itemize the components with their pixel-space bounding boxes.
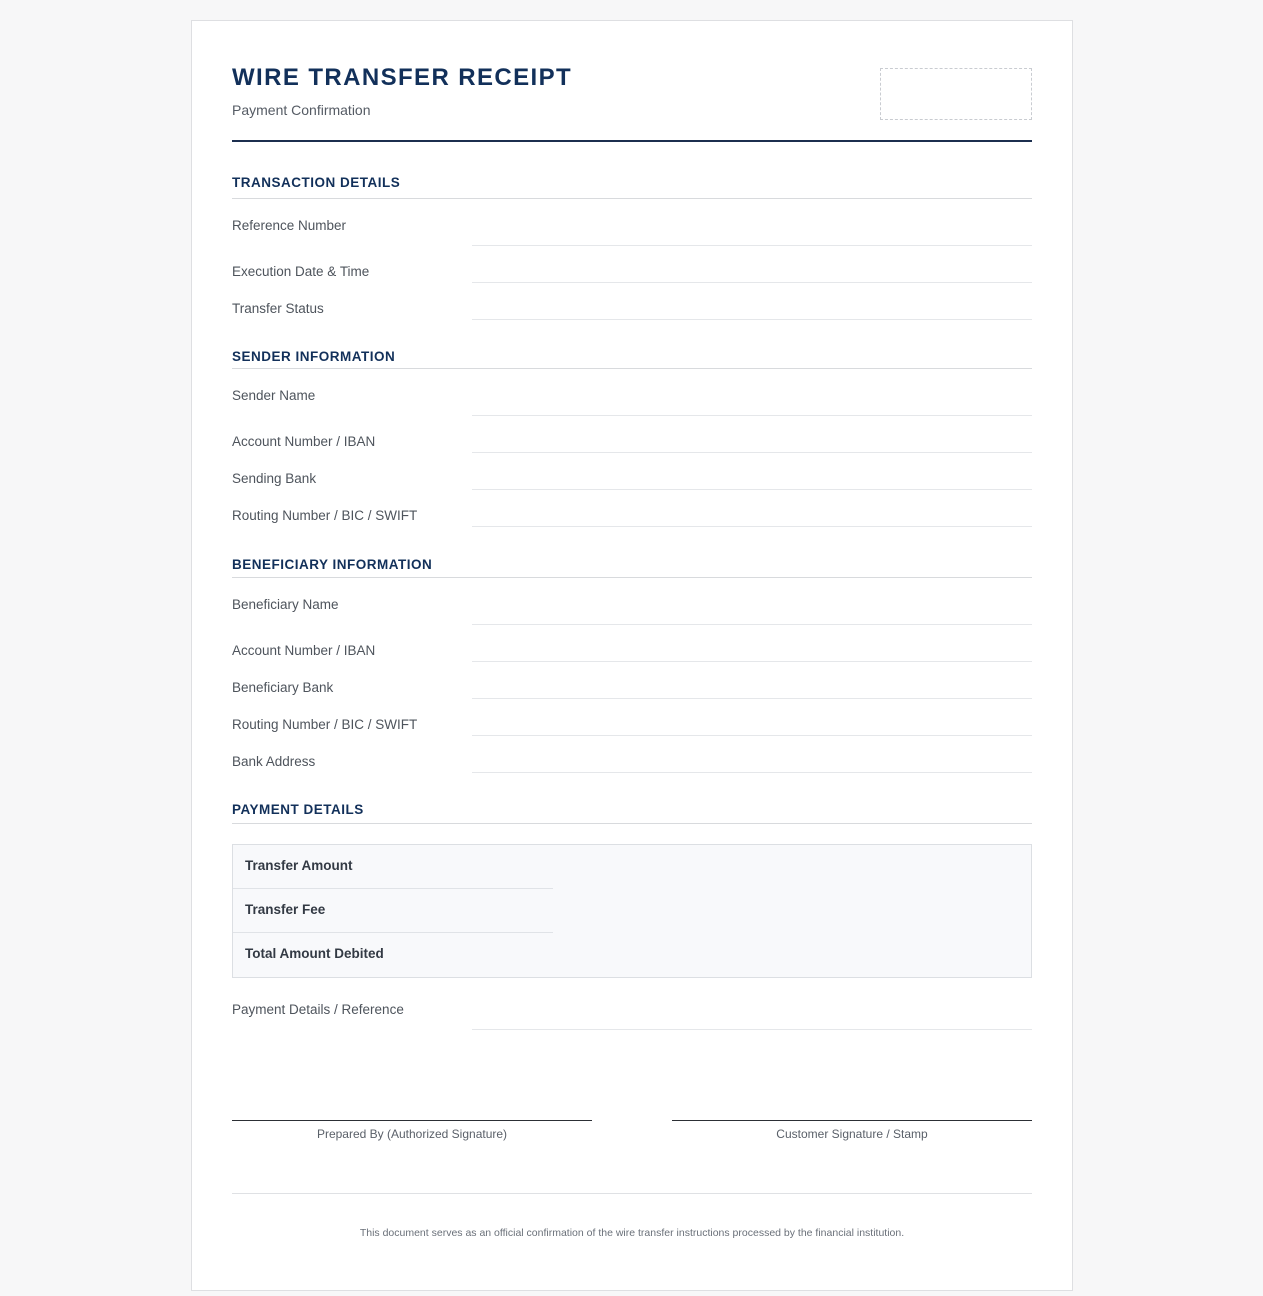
footer-note: This document serves as an official confirmation of the wire transfer instructions processed by the financial institution. xyxy=(359,1227,905,1239)
field-value-beneficiary-bank xyxy=(472,662,1032,699)
field-row-bank-address xyxy=(232,736,1032,773)
field-row-beneficiary-bank xyxy=(232,662,1032,699)
signature-block-customer xyxy=(672,1120,1032,1141)
field-value-bank-address xyxy=(472,736,1032,773)
field-value-sending-bank xyxy=(472,453,1032,490)
document-title: WIRE TRANSFER RECEIPT xyxy=(232,64,573,91)
field-label: Sender Name xyxy=(232,388,316,403)
field-row-payment-reference xyxy=(232,992,1032,1030)
field-value-reference-number xyxy=(472,199,1032,246)
signature-line xyxy=(232,1120,592,1121)
field-value-beneficiary-name xyxy=(472,578,1032,625)
field-row-beneficiary-account xyxy=(232,625,1032,662)
field-label: Sending Bank xyxy=(232,471,317,486)
field-row-sender-name xyxy=(232,369,1032,416)
summary-row-transfer-fee: Transfer Fee xyxy=(233,889,553,933)
field-row-beneficiary-name xyxy=(232,578,1032,625)
field-row-transfer-status xyxy=(232,283,1032,320)
section-title-transaction: TRANSACTION DETAILS xyxy=(232,173,1032,199)
receipt-header xyxy=(232,21,1032,142)
field-label: Execution Date & Time xyxy=(232,264,370,279)
summary-row-total-debited: Total Amount Debited xyxy=(245,946,384,961)
signature-block-prepared-by xyxy=(232,1120,592,1141)
field-label: Account Number / IBAN xyxy=(232,643,376,658)
section-title-sender: SENDER INFORMATION xyxy=(232,346,1032,369)
field-row-sender-account xyxy=(232,416,1032,453)
summary-row-transfer-amount: Transfer Amount xyxy=(233,845,553,889)
field-row-sending-bank xyxy=(232,453,1032,490)
field-value-beneficiary-routing xyxy=(472,699,1032,736)
field-label: Beneficiary Name xyxy=(232,597,339,612)
field-row-reference-number xyxy=(232,199,1032,246)
field-label: Bank Address xyxy=(232,754,316,769)
field-label: Reference Number xyxy=(232,218,347,233)
section-title-beneficiary: BENEFICIARY INFORMATION xyxy=(232,554,1032,578)
footer-divider xyxy=(232,1193,1032,1194)
receipt-page xyxy=(191,20,1073,1291)
signature-label: Prepared By (Authorized Signature) xyxy=(316,1127,508,1141)
field-label: Transfer Status xyxy=(232,301,324,316)
signature-area xyxy=(232,1120,1032,1141)
field-label: Routing Number / BIC / SWIFT xyxy=(232,508,418,523)
field-label: Payment Details / Reference xyxy=(232,1002,404,1017)
section-title-payment: PAYMENT DETAILS xyxy=(232,799,1032,824)
field-value-sender-name xyxy=(472,369,1032,416)
field-row-execution-date xyxy=(232,246,1032,283)
field-label: Routing Number / BIC / SWIFT xyxy=(232,717,418,732)
field-value-payment-reference xyxy=(472,992,1032,1030)
signature-line xyxy=(672,1120,1032,1121)
field-label: Beneficiary Bank xyxy=(232,680,334,695)
signature-label: Customer Signature / Stamp xyxy=(776,1127,928,1141)
field-value-sender-routing xyxy=(472,490,1032,527)
document-subtitle: Payment Confirmation xyxy=(232,102,371,118)
payment-summary-box xyxy=(232,844,1032,978)
field-value-beneficiary-account xyxy=(472,625,1032,662)
logo-placeholder xyxy=(880,68,1032,120)
field-value-transfer-status xyxy=(472,283,1032,320)
field-value-execution-date xyxy=(472,246,1032,283)
field-row-sender-routing xyxy=(232,490,1032,527)
field-label: Account Number / IBAN xyxy=(232,434,376,449)
field-value-sender-account xyxy=(472,416,1032,453)
field-row-beneficiary-routing xyxy=(232,699,1032,736)
